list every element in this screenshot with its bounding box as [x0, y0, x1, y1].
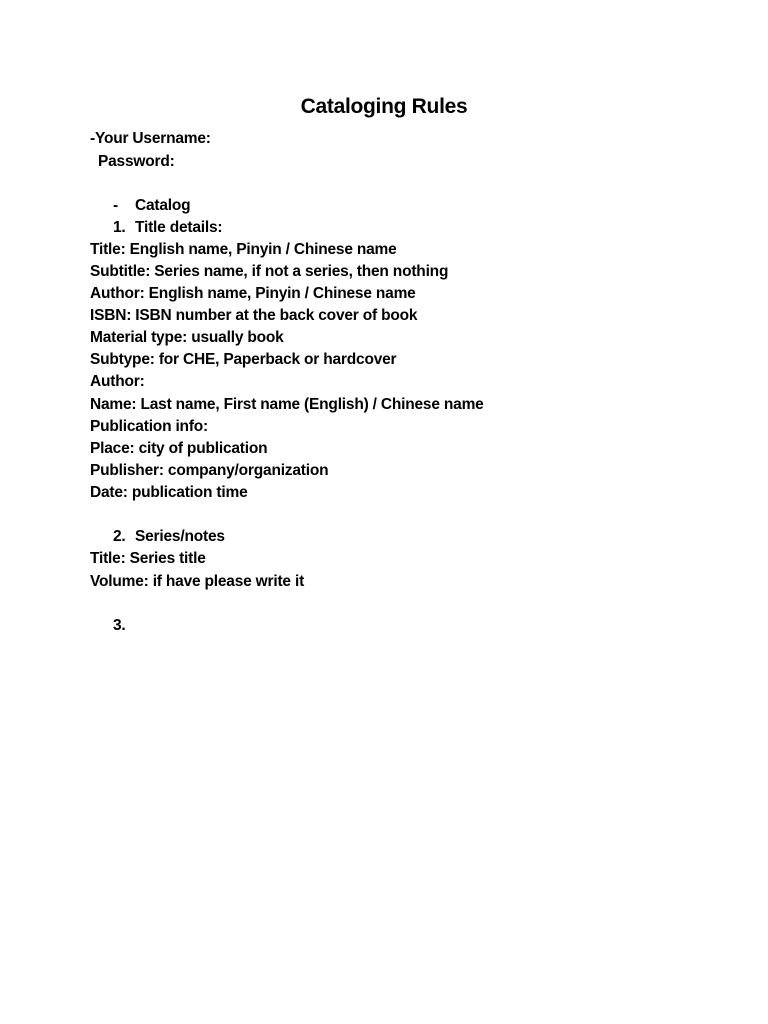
catalog-label: Catalog — [135, 197, 191, 214]
rule-line: Material type: usually book — [90, 329, 284, 346]
rule-line: Date: publication time — [90, 484, 248, 501]
rule-line: Author: — [90, 373, 145, 390]
rule-line: Author: English name, Pinyin / Chinese name — [90, 285, 416, 302]
section-1-heading — [113, 217, 222, 239]
dash-marker: - — [113, 197, 118, 214]
rule-line: ISBN: ISBN number at the back cover of book — [90, 307, 418, 324]
section-3-heading — [113, 615, 135, 637]
section-2-heading — [113, 526, 225, 548]
page-title: Cataloging Rules — [300, 95, 468, 118]
section-1-number: 1. — [113, 219, 126, 236]
catalog-bullet — [113, 195, 190, 217]
section-1-title: Title details: — [135, 219, 223, 236]
rule-line: Volume: if have please write it — [90, 573, 305, 590]
rule-line: Title: Series title — [90, 550, 206, 567]
section-2-title: Series/notes — [135, 528, 225, 545]
username-label: -Your Username: — [90, 130, 211, 147]
rule-line: Subtype: for CHE, Paperback or hardcover — [90, 351, 397, 368]
rule-line: Publisher: company/organization — [90, 462, 329, 479]
rule-line: Name: Last name, First name (English) / Chinese name — [90, 396, 484, 413]
rule-line: Publication info: — [90, 418, 209, 435]
section-3-number: 3. — [113, 617, 126, 634]
rule-line: Subtitle: Series name, if not a series, then nothing — [90, 263, 449, 280]
section-2-number: 2. — [113, 528, 126, 545]
rule-line: Title: English name, Pinyin / Chinese name — [90, 241, 397, 258]
rule-line: Place: city of publication — [90, 440, 268, 457]
password-label: Password: — [98, 153, 175, 170]
